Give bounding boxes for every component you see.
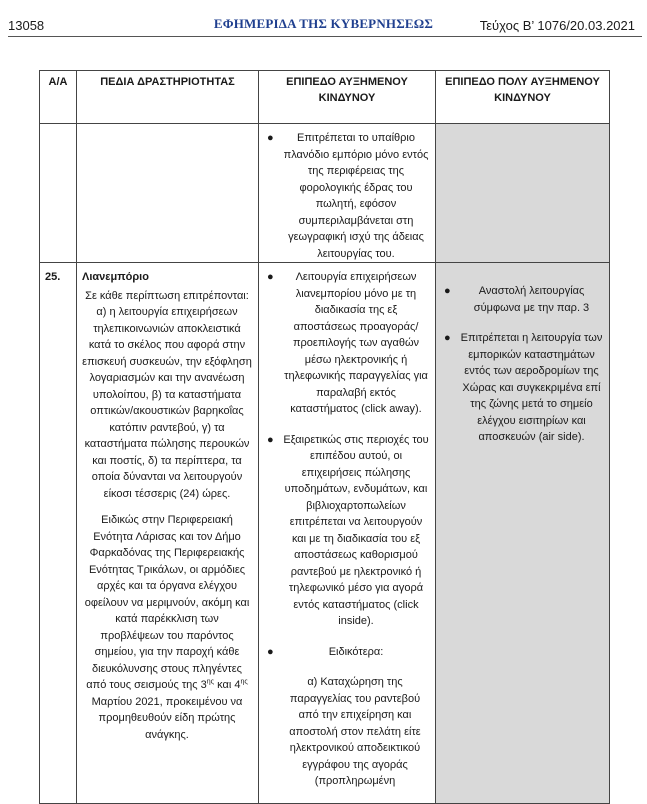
sub-paragraph-a: α) Καταχώρηση της παραγγελίας του ραντεβού από την επιχείρηση και αποστολή στον πελάτη είτε ηλεκτρονικού αποδεικτικού εγγράφου της αγοράς (προπληρωμένη bbox=[289, 676, 421, 787]
page-number: 13058 bbox=[8, 18, 45, 33]
bullet-icon: ● bbox=[267, 271, 274, 283]
bullet-icon: ● bbox=[444, 285, 451, 297]
bullet-icon: ● bbox=[444, 332, 451, 344]
bullet-icon: ● bbox=[267, 645, 274, 658]
row-number: 25. bbox=[45, 271, 61, 283]
bullet-text: Λειτουργία επιχειρήσεων λιανεμπορίου μόνο με τη διαδικασία της εξ αποστάσεως προαγοράς/προεπιλογής των αγαθών μέσω ηλεκτρονικής ή τηλεφωνικής παραγγελίας για παραλαβή εκτός καταστήματος (click away). bbox=[284, 271, 428, 415]
header-fields: ΠΕΔΙΑ ΔΡΑΣΤΗΡΙΟΤΗΤΑΣ bbox=[77, 71, 259, 124]
bullet-text: Εξαιρετικώς στις περιοχές του επιπέδου αυτού, οι επιχειρήσεις πώλησης υποδημάτων, ενδυμάτων, και βιβλιοχαρτοπωλείων επιτρέπεται να λειτουργούν και με τη διαδικασία του εξ αποστάσεως καθορισμού ραντεβού με ηλεκτρονικό ή τηλεφωνικό μέσο για αγορά εντός καταστήματος (click inside). bbox=[283, 433, 429, 627]
cell-aa-empty bbox=[40, 124, 77, 263]
list-item bbox=[259, 644, 435, 661]
paragraph-2-part-b: και 4 bbox=[214, 679, 241, 691]
table-header-row bbox=[40, 71, 610, 124]
field-paragraph-1: Σε κάθε περίπτωση επιτρέπονται: α) η λειτουργία επιχειρήσεων τηλεπικοινωνιών αποκλειστικά κατά το σκέλος που αφορά στην επισκευή συσκευών, την εξόφληση λογαριασμών και την ανανέωση υπολοίπου, β) τα καταστήματα οπτικών/ακουστικών βαρηκοΐας κατόπιν ραντεβού, γ) τα καταστήματα πώλησης περουκών και ποστίς, δ) τα περίπτερα, τα οποία δύνανται να λειτουργούν είκοσι τέσσερις (24) ώρες. bbox=[82, 289, 252, 500]
bullet-icon: ● bbox=[267, 132, 274, 144]
field-paragraph-2 bbox=[82, 512, 252, 743]
page-header bbox=[0, 0, 647, 40]
list-item bbox=[259, 130, 435, 262]
header-aa: Α/Α bbox=[40, 71, 77, 124]
paragraph-2-part-c: Μαρτίου 2021, προκειμένου να προμηθευθούν είδη πρώτης ανάγκης. bbox=[91, 695, 243, 741]
header-rule bbox=[8, 36, 642, 37]
header-very-high-risk-label: ΕΠΙΠΕΔΟ ΠΟΛΥ ΑΥΞΗΜΕΝΟΥ ΚΙΝΔΥΝΟΥ bbox=[445, 76, 600, 104]
bullet-text: Ειδικότερα: bbox=[328, 645, 384, 658]
list-item bbox=[436, 330, 609, 446]
bullet-text: Αναστολή λειτουργίας σύμφωνα με την παρ. 3 bbox=[473, 285, 590, 314]
activity-table bbox=[39, 70, 610, 804]
cell-fields-empty bbox=[77, 124, 259, 263]
bullet-icon: ● bbox=[267, 433, 274, 446]
cell-fields-25 bbox=[77, 263, 259, 804]
list-item bbox=[259, 432, 435, 630]
paragraph-2-part-a: Ειδικώς στην Περιφερειακή Ενότητα Λάρισας και τον Δήμο Φαρκαδόνας της Περιφερειακής Ενότητας Τρικάλων, οι αρμόδιες αρχές και τα όργανα ελέγχου οφείλουν να μεριμνούν, ακόμη και κατά παρέκκλιση των προβλέψεων του παρόντος σημείου, για την παροχή κάθε διευκόλυνσης στους πληγέντες από τους σεισμούς της 3 bbox=[84, 514, 250, 691]
list-item bbox=[259, 269, 435, 418]
ordinal-suffix-1: ης bbox=[206, 678, 215, 686]
field-title: Λιανεμπόριο bbox=[82, 271, 149, 283]
issue-reference: Τεύχος Β’ 1076/20.03.2021 bbox=[479, 18, 635, 33]
header-high-risk-label: ΕΠΙΠΕΔΟ ΑΥΞΗΜΕΝΟΥ ΚΙΝΔΥΝΟΥ bbox=[286, 76, 408, 104]
header-very-high-risk bbox=[436, 71, 610, 124]
cell-high-continued bbox=[259, 124, 436, 263]
bullet-text: Επιτρέπεται το υπαίθριο πλανόδιο εμπόριο μόνο εντός της περιφέρειας της φορολογικής έδρας του πωλητή, εφόσον συμπεριλαμβάνεται στη γεωγραφική ισχύ της άδειας λειτουργίας του. bbox=[283, 132, 429, 260]
header-high-risk bbox=[259, 71, 436, 124]
table-row-continued bbox=[40, 124, 610, 263]
cell-aa-25 bbox=[40, 263, 77, 804]
table-row-25 bbox=[40, 263, 610, 804]
cell-very-high-25 bbox=[436, 263, 610, 804]
gazette-title: ΕΦΗΜΕΡΙΔΑ ΤΗΣ ΚΥΒΕΡΝΗΣΕΩΣ bbox=[213, 16, 434, 31]
field-description bbox=[77, 263, 258, 743]
list-item bbox=[436, 283, 609, 316]
ordinal-suffix-2: ης bbox=[240, 678, 248, 686]
bullet-text: Επιτρέπεται η λειτουργία των εμπορικών καταστημάτων εντός των αεροδρομίων της Χώρας και συγκεκριμένα επί της ζώνης μετά το σημείο ελέγχου εισιτηρίων και αποσκευών (air side). bbox=[460, 332, 603, 443]
cell-very-high-continued bbox=[436, 124, 610, 263]
cell-high-25 bbox=[259, 263, 436, 804]
